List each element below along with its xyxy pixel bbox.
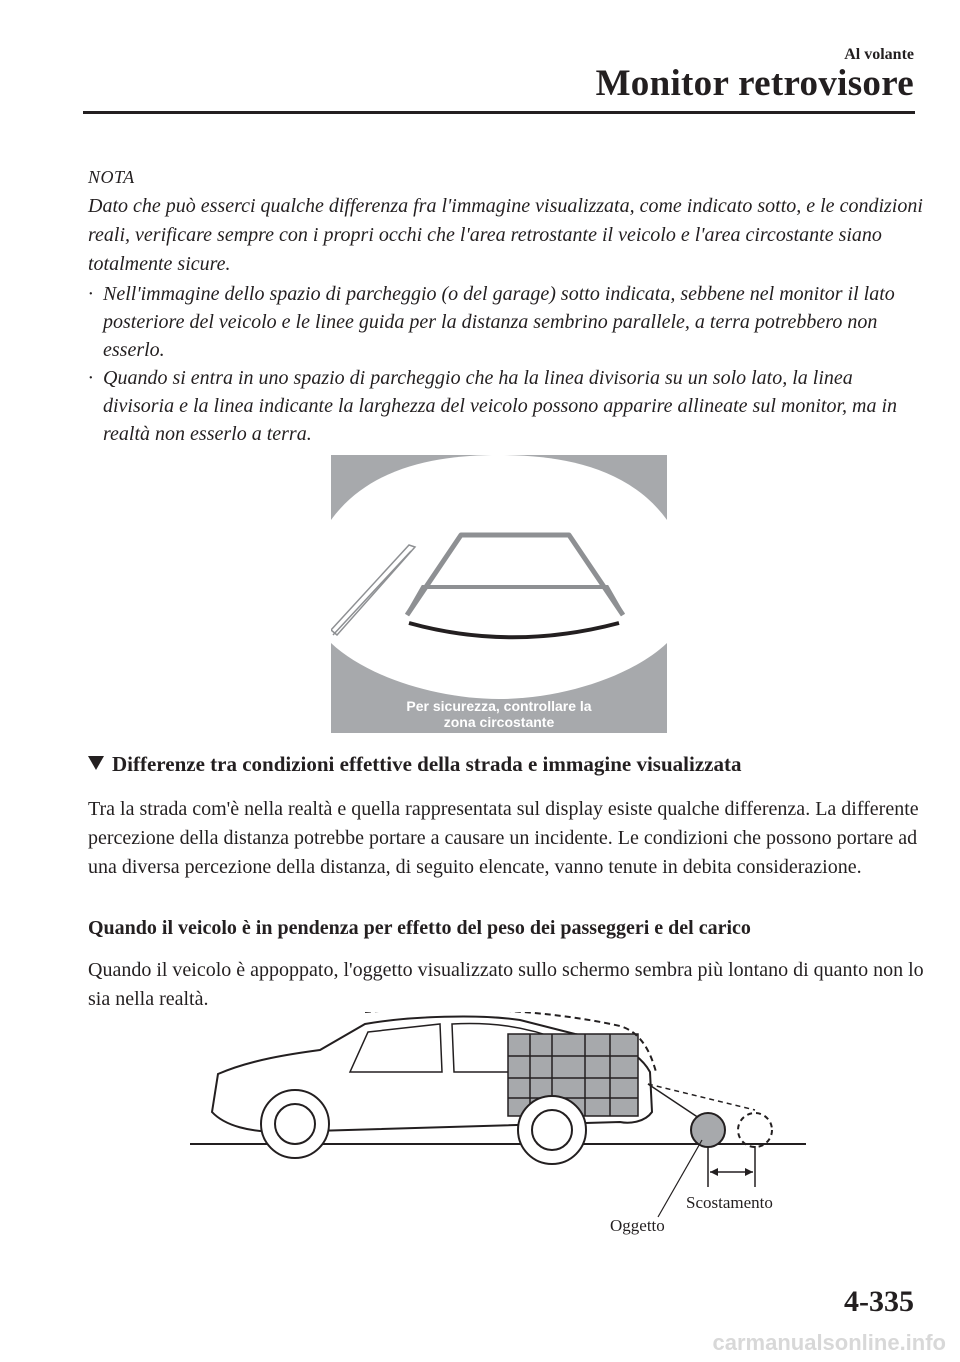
monitor-caption-line2: zona circostante [443,714,555,730]
section-heading-text: Differenze tra condizioni effettive della strada e immagine visualizzata [112,752,742,776]
rear-hub-icon [532,1110,572,1150]
bullet-mark: · [88,367,93,389]
page-number: 4-335 [844,1285,914,1318]
watermark: carmanualsonline.info [712,1330,946,1355]
section-paragraph: Tra la strada com'è nella realtà e quella rappresentata sul display esiste qualche differenza. La differente percezione della distanza potrebbe portare a causare un incidente. Le condizioni che possono portare ad una diversa percezione della distanza, di seguito elencate, vanno tenute in debita considerazione. [88,798,919,878]
subheading: Quando il veicolo è in pendenza per effetto del peso dei passeggeri e del carico [88,917,751,939]
bullet-mark: · [88,283,93,305]
list-item [88,280,928,364]
header-divider [83,111,915,114]
monitor-caption-line1: Per sicurezza, controllare la [406,698,592,714]
list-item [88,364,928,448]
front-hub-icon [275,1104,315,1144]
subsection-paragraph: Quando il veicolo è appoppato, l'oggetto visualizzato sullo schermo sembra più lontano di quanto non lo sia nella realtà. [88,959,924,1010]
camera-view-line [648,1084,702,1120]
note-block [88,163,928,279]
bullet-text: Quando si entra in uno spazio di parcheggio che ha la linea divisoria su un solo lato, la linea divisoria e la linea indicante la larghezza del veicolo possono apparire allineate sul monitor, ma in realtà non esserlo a terra. [103,367,898,445]
camera-apparent-view-line [648,1084,755,1110]
note-label: NOTA [88,167,135,187]
bullet-text: Nell'immagine dello spazio di parcheggio (o del garage) sotto indicata, sebbene nel monitor il lato posteriore del veicolo e le linee guida per la distanza sembrino parallele, a terra potrebbero non esserlo. [103,283,895,361]
object-label: Oggetto [610,1216,665,1235]
section-heading [88,752,928,777]
triangle-down-icon [88,756,104,770]
rearview-monitor-illustration [331,455,667,733]
monitor-view-area [331,455,667,699]
offset-label: Scostamento [686,1193,773,1212]
vehicle-slope-illustration [190,1012,810,1242]
apparent-object-icon [738,1113,772,1147]
page-title: Monitor retrovisore [595,63,914,104]
note-text: Dato che può esserci qualche differenza fra l'immagine visualizzata, come indicato sotto, e le condizioni reali, verificare sempre con i propri occhi che l'area retrostante il veicolo e l'area circostante siano totalmente sicure. [88,195,923,275]
section-label: Al volante [844,46,914,63]
object-icon [691,1113,725,1147]
note-bullets [88,280,928,448]
